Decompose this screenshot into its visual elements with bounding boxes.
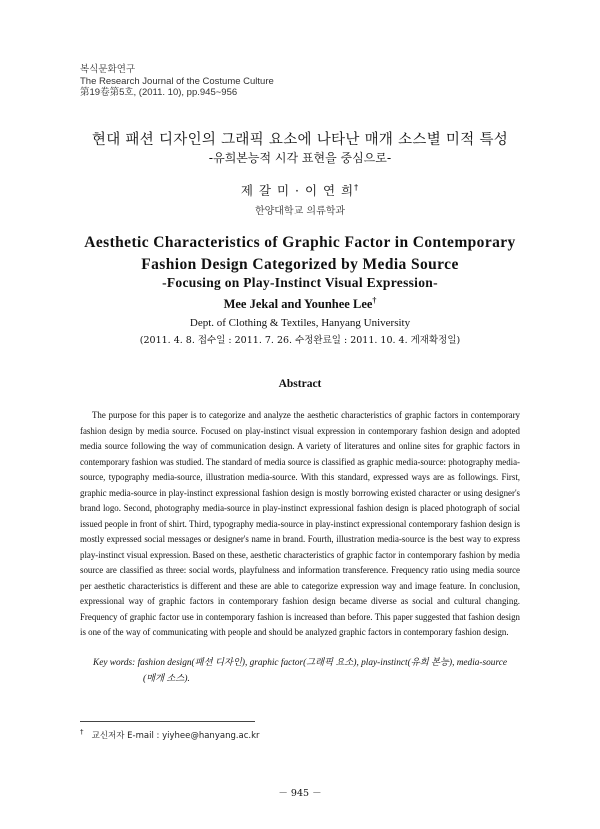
paper-subtitle-en: -Focusing on Play-Instinct Visual Expression- <box>162 275 438 290</box>
keywords-line-2: (매개 소스). <box>143 674 190 684</box>
authors-kr <box>0 181 600 199</box>
journal-header <box>80 64 274 99</box>
paper-subtitle-kr: -유희본능적 시각 표현을 중심으로- <box>208 151 392 165</box>
keywords <box>93 655 513 687</box>
journal-name-kr: 복식문화연구 <box>80 64 136 75</box>
department-en: Dept. of Clothing & Textiles, Hanyang University <box>189 317 411 329</box>
abstract-heading: Abstract <box>278 378 322 390</box>
paper-title-kr: 현대 패션 디자인의 그래픽 요소에 나타난 매개 소스별 미적 특성 <box>91 132 509 148</box>
footnote <box>80 728 260 741</box>
journal-name-en: The Research Journal of the Costume Culture <box>80 75 274 87</box>
abstract-body: The purpose for this paper is to categorize and analyze the aesthetic characteristics of graphic factors in contemporary fashion design by media source. Focused on play-instinct visual expression in contemporary fashion design and adopted media source following the way of communication design. A variety of literatures and online sites for graphic factors in contemporary fashion was studied. The standard of media source is classified as graphic media-source: photography media-source, typography media-source, illustration media-source. With this standard, expressed ways are as followings. First, graphic media-source in play-instinct expressional fashion design is mostly borrowing existed character or using designer's brand logo. Second, photography media-source in play-instinct expressional fashion design is placed photograph of social issued people in front of shirt. Third, typography media-source in play-instinct expressional contemporary fashion design is mostly expressed social messages or designer's name in brand. Fourth, illustration media-source is the best way to express play-instinct visual expression. Based on these, aesthetic characteristics of graphic factor in contemporary fashion by media source are classified as three: social words, playfulness and information transference. Frequency ratio using media source per aesthetic characteristics is different and these are able to categorize expression way and image feature. In conclusion, expressional way of graphic factors in contemporary fashion design became diverse as social and cultural changing. Frequency of graphic factor use in contemporary fashion is increased than before. This paper suggested that fashion design is one of the way of communicating with people and should be analyzed graphic factors in contemporary fashion design. <box>80 410 520 637</box>
footnote-mark: † <box>80 728 84 736</box>
authors-en <box>0 296 600 312</box>
corresponding-author-mark: † <box>354 182 360 192</box>
authors-en-names: Mee Jekal and Younhee Lee <box>223 297 373 312</box>
footnote-divider <box>80 721 255 722</box>
corresponding-author-mark-en: † <box>372 296 377 305</box>
journal-volume: 第19卷第5호, (2011. 10), pp.945~956 <box>80 87 238 98</box>
keywords-line-1: Key words: fashion design(패션 디자인), graphic factor(그래픽 요소), play-instinct(유희 본능), media-source <box>93 658 507 668</box>
page-number: － 945 － <box>278 788 322 799</box>
paper-title-en: Aesthetic Characteristics of Graphic Factor in Contemporary Fashion Design Categorized by Media Source <box>84 234 516 273</box>
authors-kr-names: 제 갈 미 · 이 연 희 <box>240 183 355 198</box>
affiliation-kr: 한양대학교 의류학과 <box>254 206 346 217</box>
submission-dates: (2011. 4. 8. 접수일 : 2011. 7. 26. 수정완료일 : 2011. 10. 4. 게재확정일) <box>139 335 461 346</box>
footnote-text: 교신저자 E-mail : yiyhee@hanyang.ac.kr <box>91 730 260 741</box>
